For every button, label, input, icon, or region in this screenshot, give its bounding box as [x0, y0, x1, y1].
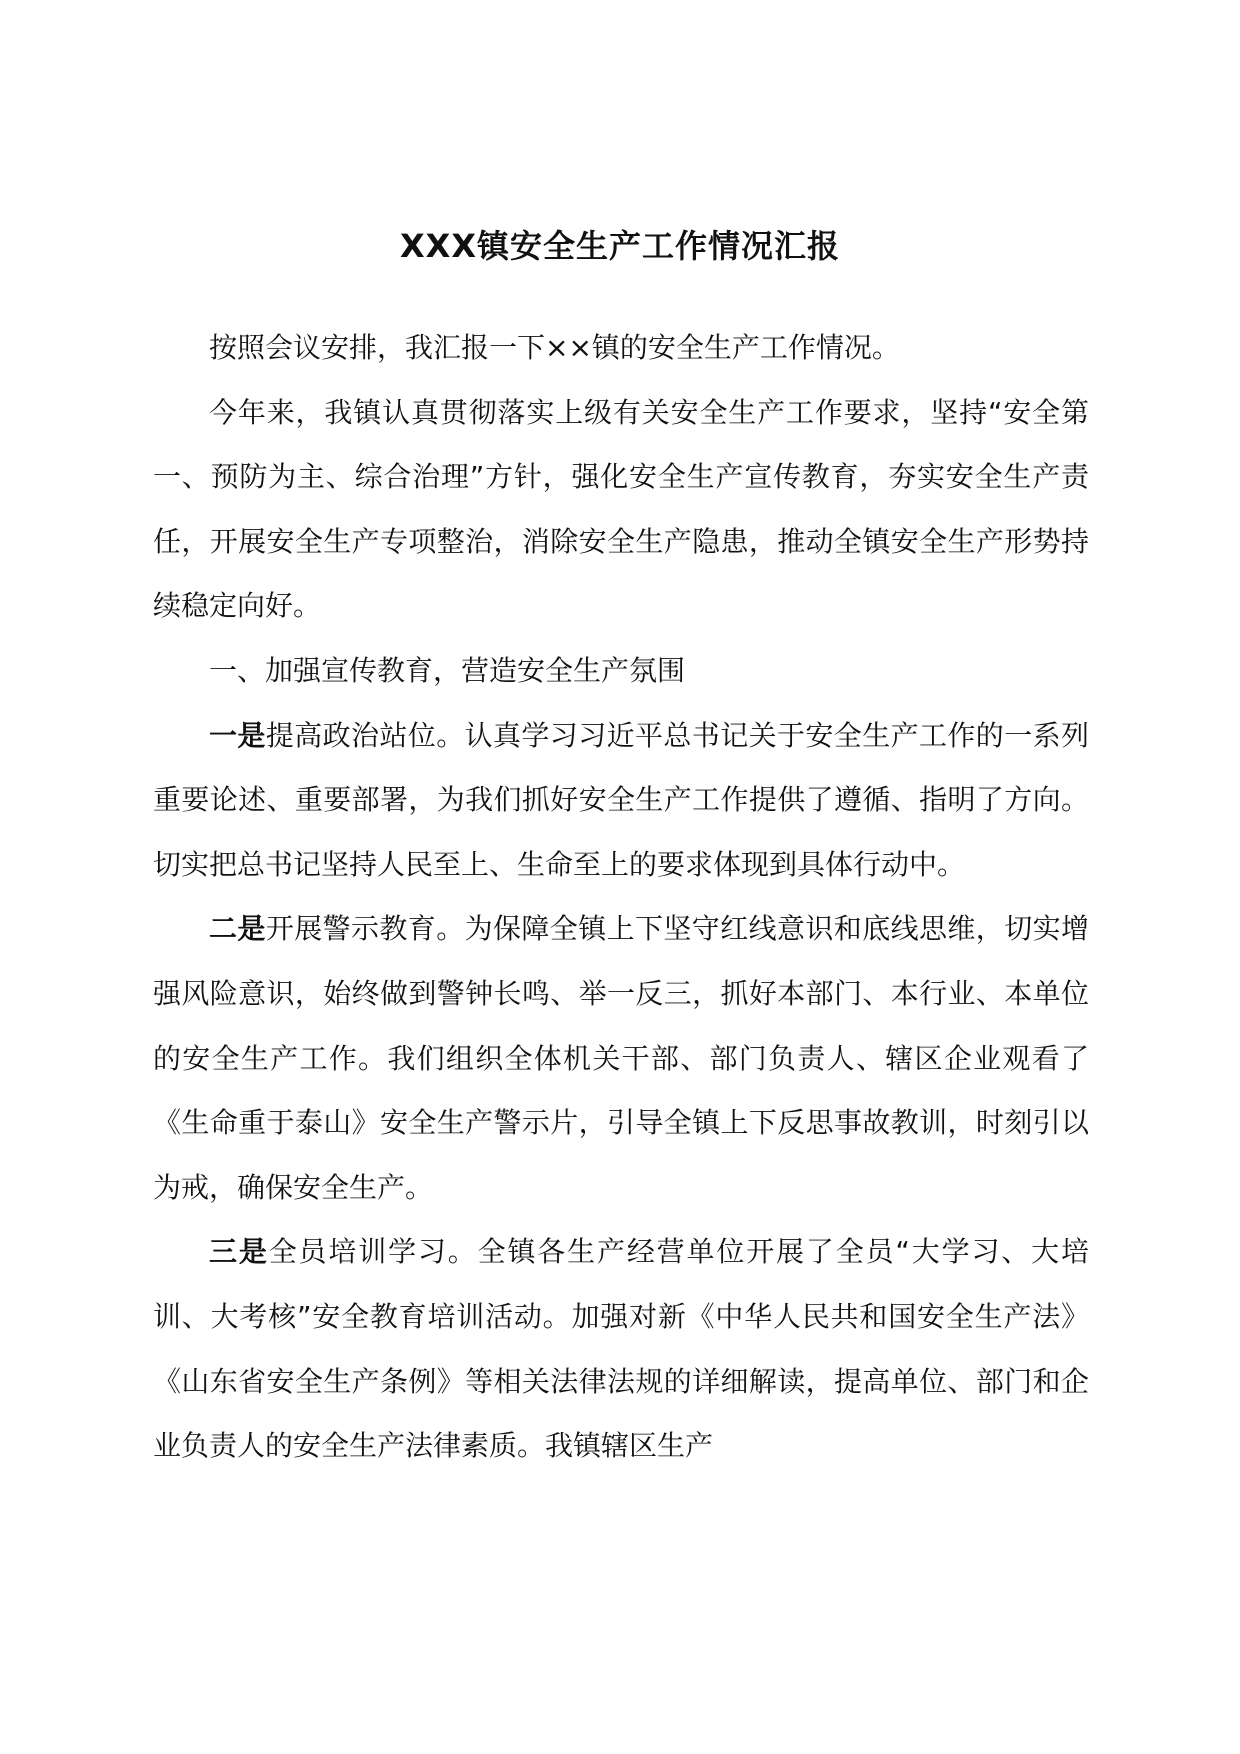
intro-paragraph: 按照会议安排，我汇报一下××镇的安全生产工作情况。: [209, 331, 900, 364]
section-heading: 一、加强宣传教育，营造安全生产氛围: [209, 653, 686, 687]
point-text-3: 全员培训学习。全镇各生产经营单位开展了全员“大学习、大培训、大考核”安全教育培训活动。加强对新《中华人民共和国安全生产法》《山东省安全生产条例》等相关法律法规的详细解读，提高单位、部门和企业负责人的安全生产法律素质。我镇辖区生产: [153, 1235, 1089, 1463]
point-paragraph-3: [153, 1220, 1089, 1478]
point-lead-3: 三是: [209, 1235, 269, 1269]
overview-paragraph: 今年来，我镇认真贯彻落实上级有关安全生产工作要求，坚持“安全第一、预防为主、综合治理”方针，强化安全生产宣传教育，夯实安全生产责任，开展安全生产专项整治，消除安全生产隐患，推动全镇安全生产形势持续稳定向好。: [153, 395, 1089, 623]
document-title: XXX镇安全生产工作情况汇报: [399, 227, 841, 265]
point-lead-2: 二是: [209, 912, 266, 946]
point-paragraph-2: [153, 897, 1089, 1220]
point-text-1: 提高政治站位。认真学习习近平总书记关于安全生产工作的一系列重要论述、重要部署，为我们抓好安全生产工作提供了遵循、指明了方向。切实把总书记坚持人民至上、生命至上的要求体现到具体行动中。: [153, 718, 1089, 881]
document-body: [153, 316, 1089, 1479]
point-lead-1: 一是: [209, 718, 266, 752]
point-text-2: 开展警示教育。为保障全镇上下坚守红线意识和底线思维，切实增强风险意识，始终做到警钟长鸣、举一反三，抓好本部门、本行业、本单位的安全生产工作。我们组织全体机关干部、部门负责人、辖区企业观看了《生命重于泰山》安全生产警示片，引导全镇上下反思事故教训，时刻引以为戒，确保安全生产。: [153, 912, 1089, 1204]
point-paragraph-1: [153, 704, 1089, 898]
